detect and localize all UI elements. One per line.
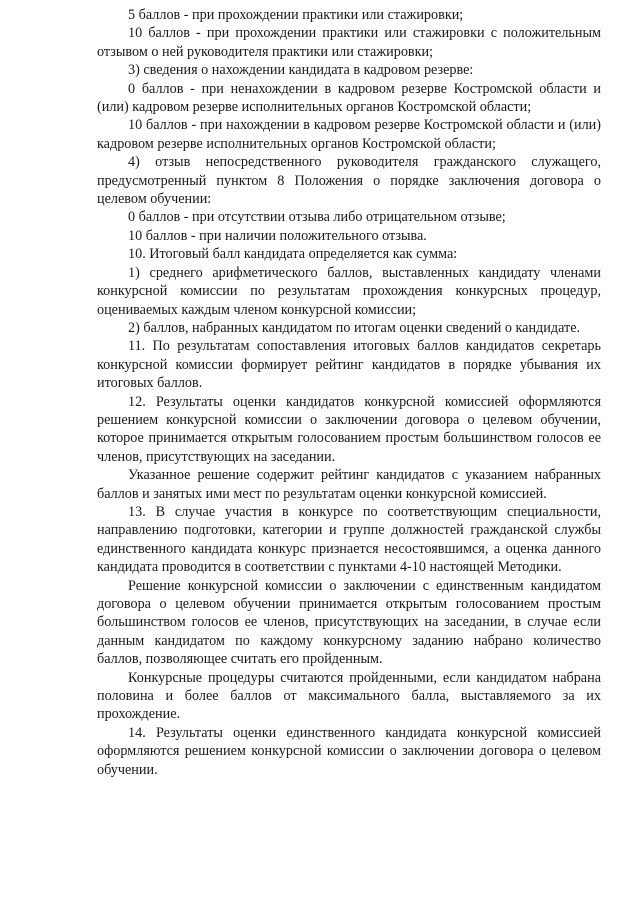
paragraph-section-10-item-1: 1) среднего арифметического баллов, выставленных кандидату членами конкурсной комиссии по результатам прохождения конкурсных процедур, оцениваемых каждым членом конкурсной комиссии; [97,264,601,318]
paragraph-section-13-decision: Решение конкурсной комиссии о заключении с единственным кандидатом договора о целевом обучении принимается открытым голосованием простым большинством голосов ее членов, присутствующих на заседании, в случае если данным кандидатом по каждому конкурсному заданию набрано количество баллов, позволяющее считать его пройденным. [97,577,601,668]
paragraph-5-points-practice: 5 баллов - при прохождении практики или стажировки; [128,7,464,23]
paragraph-section-13: 13. В случае участия в конкурсе по соответствующим специальности, направлению подготовки, категории и группе должностей гражданской службы единственного кандидата конкурс признается несостоявшимся, а оценка данного кандидата проводится в соответствии с пунктами 4-10 настоящей Методики. [97,503,601,576]
paragraph-item-3-personnel-reserve: 3) сведения о нахождении кандидата в кадровом резерве: [128,62,474,79]
paragraph-section-12: 12. Результаты оценки кандидатов конкурсной комиссией оформляются решением конкурсной комиссии о заключении договора о целевом обучении, которое принимается открытым голосованием простым большинством голосов ее членов, присутствующих на заседании. [97,393,601,465]
document-body [97,6,601,779]
paragraph-10-points-review: 10 баллов - при наличии положительного отзыва. [128,227,427,244]
paragraph-section-11: 11. По результатам сопоставления итоговых баллов кандидатов секретарь конкурсной комиссии формирует рейтинг кандидатов в порядке убывания их итоговых баллов. [97,338,601,392]
paragraph-0-points-reserve: 0 баллов - при ненахождении в кадровом резерве Костромской области и (или) кадровом резерве исполнительных органов Костромской области; [97,80,601,116]
paragraph-10-points-practice-review: 10 баллов - при прохождении практики или стажировки с положительным отзывом о ней руководителя практики или стажировки; [97,25,601,60]
paragraph-item-4-supervisor-review: 4) отзыв непосредственного руководителя гражданского служащего, предусмотренный пунктом 8 Положения о порядке заключения договора о целевом обучении: [97,154,601,208]
paragraph-section-13-passed: Конкурсные процедуры считаются пройденными, если кандидатом набрана половина и более баллов от максимального балла, выставляемого за их прохождение. [97,669,601,723]
paragraph-section-10: 10. Итоговый балл кандидата определяется как сумма: [128,246,458,263]
paragraph-10-points-reserve: 10 баллов - при нахождении в кадровом резерве Костромской области и (или) кадровом резерве исполнительных органов Костромской области; [97,117,601,152]
paragraph-section-12-rating: Указанное решение содержит рейтинг кандидатов с указанием набранных баллов и занятых ими мест по результатам оценки конкурсной комиссией. [97,467,601,502]
paragraph-section-14: 14. Результаты оценки единственного кандидата конкурсной комиссией оформляются решением конкурсной комиссии о заключении договора о целевом обучении. [97,724,601,778]
paragraph-0-points-review: 0 баллов - при отсутствии отзыва либо отрицательном отзыве; [128,209,506,226]
paragraph-section-10-item-2: 2) баллов, набранных кандидатом по итогам оценки сведений о кандидате. [128,319,581,336]
